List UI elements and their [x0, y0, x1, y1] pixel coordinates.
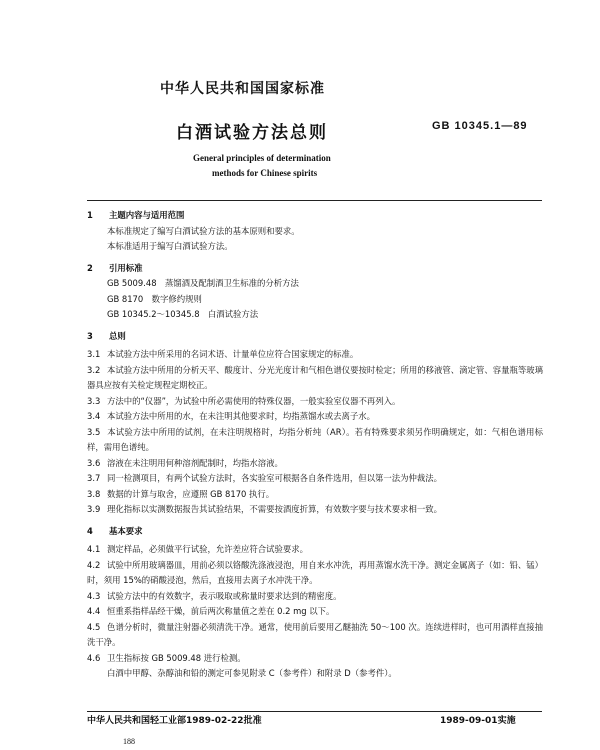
- clause: 4.5 色谱分析时，微量注射器必须清洗干净。通常，使用前后要用乙醚抽洗 50～100 次。连续进样时，也可用酒样直接抽洗干净。: [87, 621, 543, 647]
- clause: 3.5 本试验方法中所用的试剂，在未注明规格时，均指分析纯（AR）。若有特殊要求须另作明确规定，如：气相色谱用标样，需用色谱纯。: [87, 426, 543, 452]
- top-rule: [87, 200, 542, 201]
- paragraph: 本标准适用于编写白酒试验方法。: [107, 241, 233, 251]
- english-title-line-2: methods for Chinese spirits: [212, 168, 318, 178]
- clause: 3.8 数据的计算与取舍，应遵照 GB 8170 执行。: [87, 488, 275, 499]
- clause: 3.9 理化指标以实测数据报告其试验结果，不需要按酒度折算，有效数字要与技术要求相一致。: [87, 504, 442, 514]
- section-heading-1: 1 主题内容与适用范围: [87, 210, 185, 220]
- clause: 4.6 卫生指标按 GB 5009.48 进行检测。: [87, 652, 246, 663]
- clause: 3.2 本试验方法中所用的分析天平、酸度计、分光光度计和气相色谱仪要按时检定；所用的移液管、滴定管、容量瓶等玻璃器具应按有关检定规程定期校正。: [87, 364, 543, 390]
- approval-line: 中华人民共和国轻工业部1989-02-22批准: [87, 716, 262, 726]
- document-title: 白酒试验方法总则: [176, 123, 328, 143]
- clause: 3.7 同一检测项目，有两个试验方法时，各实验室可根据各自条件选用，但以第一法为仲裁法。: [87, 473, 442, 483]
- bottom-rule: [87, 711, 542, 712]
- section-heading-2: 2 引用标准: [87, 262, 143, 273]
- clause: 4.1 测定样品，必须做平行试验，允许差应符合试验要求。: [87, 544, 308, 554]
- implementation-date: 1989-09-01实施: [440, 716, 516, 726]
- section-heading-3: 3 总则: [87, 330, 126, 341]
- paragraph: 白酒中甲醇、杂醇油和铅的测定可参见附录 C（参考件）和附录 D（参考件）。: [107, 668, 397, 678]
- document-body: [87, 208, 543, 682]
- clause: 3.4 本试验方法中所用的水，在未注明其他要求时，均指蒸馏水或去离子水。: [87, 411, 375, 421]
- clause: 4.2 试验中所用玻璃器皿，用前必须以铬酸洗涤液浸泡，用自来水冲洗，再用蒸馏水洗干净。测定金属离子（如：铅、锰）时，须用 15%的硝酸浸泡，然后，直接用去离子水冲洗干净。: [87, 559, 543, 585]
- clause: 4.3 试验方法中的有效数字，表示吸取或称量时要求达到的精密度。: [87, 590, 342, 601]
- standard-number: GB 10345.1—89: [432, 120, 528, 132]
- reference-item: GB 5009.48 蒸馏酒及配制酒卫生标准的分析方法: [107, 278, 299, 288]
- english-title-line-1: General principles of determination: [193, 153, 331, 163]
- paragraph: 本标准规定了编写白酒试验方法的基本原则和要求。: [107, 225, 300, 236]
- national-standard-heading: 中华人民共和国国家标准: [160, 81, 325, 97]
- page-number: 188: [123, 737, 135, 746]
- clause: 3.6 溶液在未注明用何种溶剂配制时，均指水溶液。: [87, 457, 283, 468]
- clause: 3.1 本试验方法中所采用的名词术语、计量单位应符合国家规定的标准。: [87, 349, 359, 359]
- clause: 4.4 恒重系指样品经干燥，前后两次称量值之差在 0.2 mg 以下。: [87, 606, 335, 616]
- section-heading-4: 4 基本要求: [87, 525, 143, 536]
- clause: 3.3 方法中的“仪器”，为试验中所必需使用的特殊仪器，一般实验室仪器不再列入。: [87, 395, 401, 406]
- reference-item: GB 8170 数字修约规则: [107, 293, 202, 304]
- reference-item: GB 10345.2～10345.8 白酒试验方法: [107, 309, 259, 319]
